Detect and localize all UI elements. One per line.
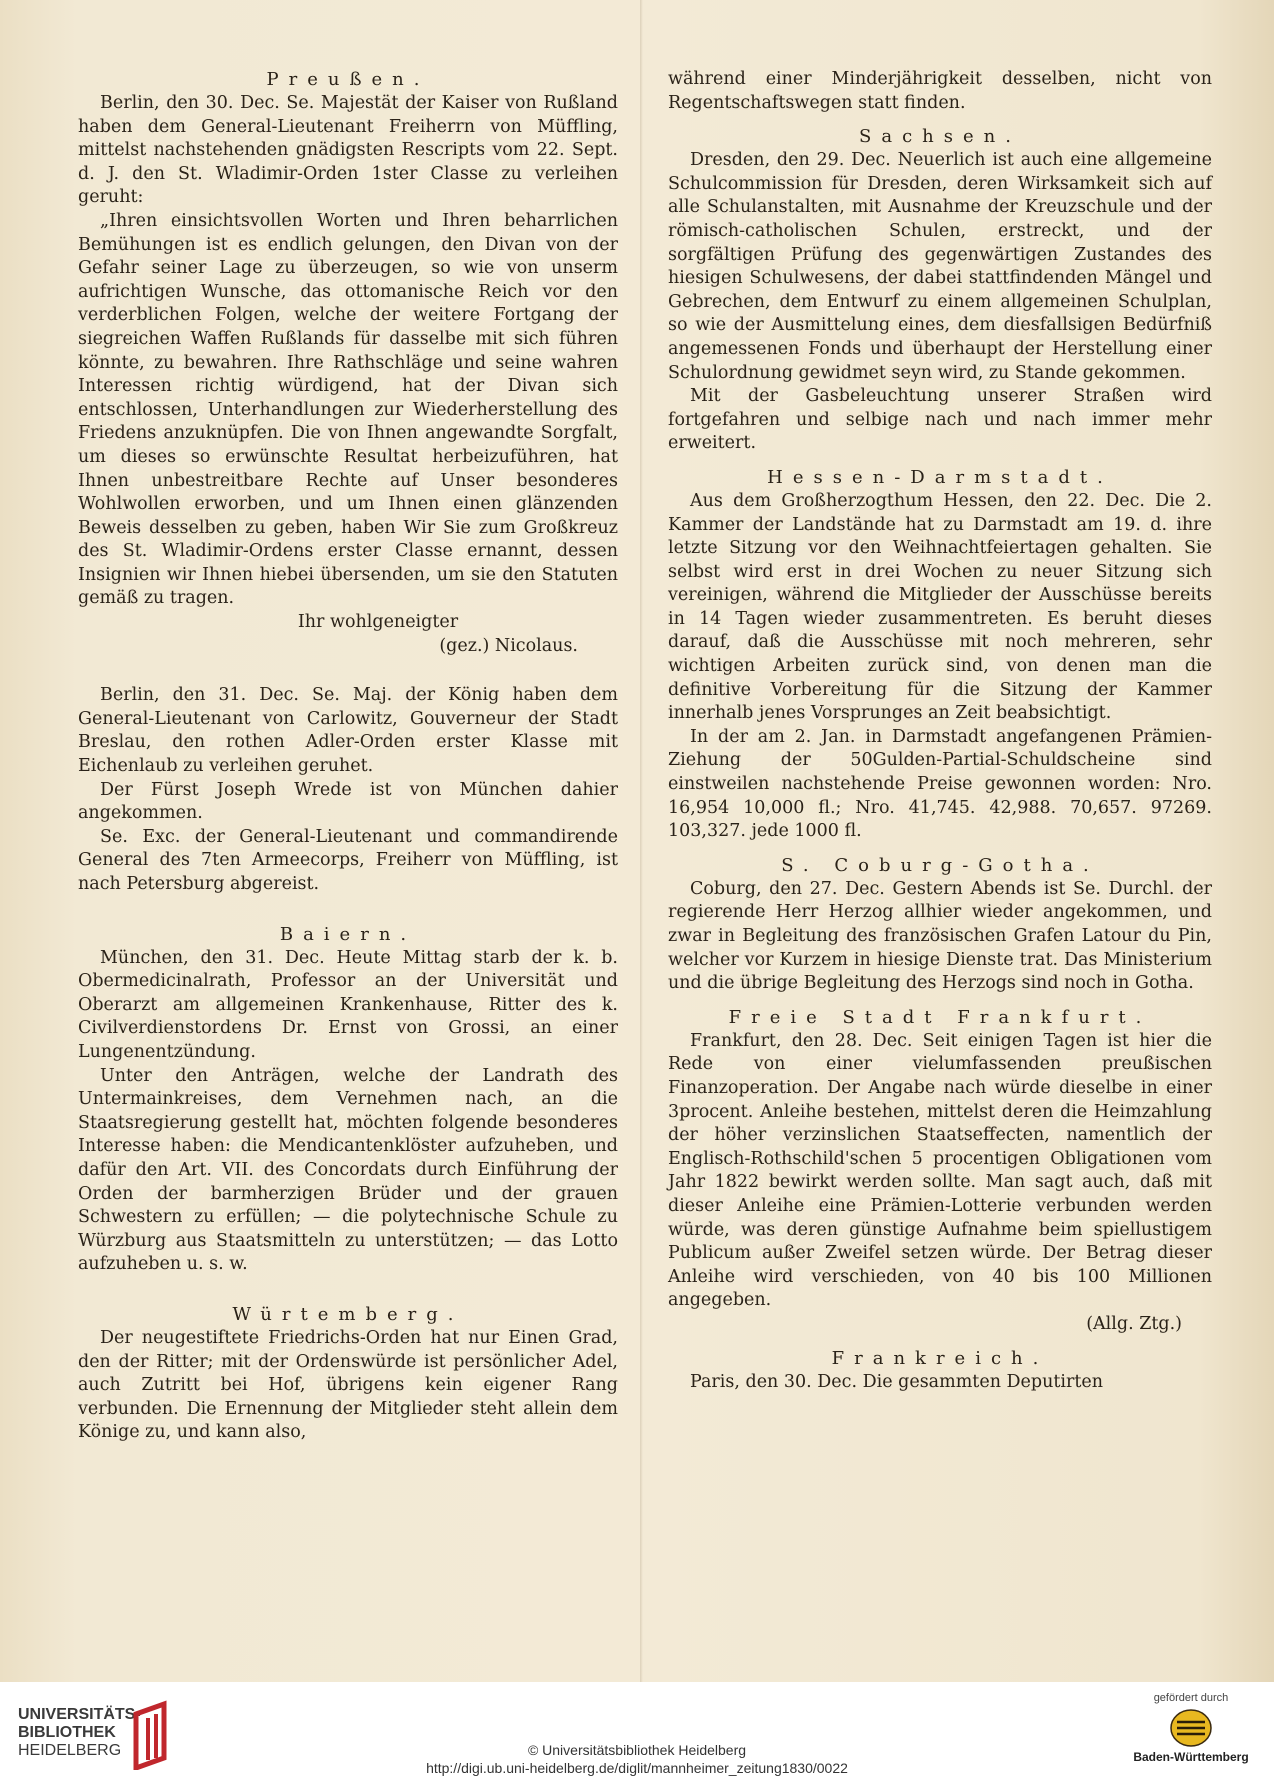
article-gasbeleuchtung: Mit der Gasbeleuchtung unserer Straßen wird fortgefahren und selbige nach und nach immer mehr erweitert. <box>668 386 1212 454</box>
quote-rescript: „Ihren einsichtsvollen Worten und Ihren beharrlichen Bemühungen ist es endlich gelungen, den Divan von der Gefahr seiner Lage zu überzeugen, so wie von unserm aufrichtigen Wunsche, das ottomanische Reich vor den verderblichen Folgen, welche der weitere Fortgang der siegreichen Waffen Rußlands für dasselbe mit sich führen könnte, zu bewahren. Ihre Rathschläge und seine wahren Interessen richtig würdigend, hat der Divan sich entschlossen, Unterhandlungen zur Wiederherstellung des Friedens anzuknüpfen. Die von Ihnen angewandte Sorgfalt, um dieses so erwünschte Resultat herbeizuführen, hat Ihnen unbestreitbare Rechte auf Unser besonderes Wohlwollen erworben, und um Ihnen einen glänzenden Beweis desselben zu geben, haben Wir Sie zum Großkreuz des St. Wladimir-Ordens erster Classe ernannt, dessen Insignien wir Ihnen hiebei übersenden, um sie den Statuten gemäß zu tragen. <box>78 210 618 609</box>
section-heading-wuertemberg: Würtemberg. <box>232 1303 464 1325</box>
article-mueffling: Se. Exc. der General-Lieutenant und commandirende General des 7ten Armeecorps, Freiherr von Müffling, ist nach Petersburg abgereist. <box>78 826 618 894</box>
article-paris: Paris, den 30. Dec. Die gesammten Deputirten <box>690 1371 1104 1392</box>
article-friedrichs-orden: Der neugestiftete Friedrichs-Orden hat nur Einen Grad, den der Ritter; mit der Ordenswürde ist persönlicher Adel, auch Zutritt bei Hof, übrigens kein eigener Rang verbunden. Die Ernennung der Mitglieder steht allein dem Könige zu, und kann also, <box>78 1327 618 1443</box>
section-heading-coburg-gotha: S. Coburg-Gotha. <box>781 854 1099 876</box>
copyright-notice: © Universitätsbibliothek Heidelberg <box>527 1742 747 1758</box>
right-column <box>668 68 1212 1394</box>
article-praemien-ziehung: In der am 2. Jan. in Darmstadt angefangenen Prämien-Ziehung der 50Gulden-Partial-Schuldscheine sind einstweilen nachstehende Preise gewonnen worden: Nro. 16,954 10,000 fl.; Nro. 41,745. 42,988. 70,657. 97269. 103,327. jede 1000 fl. <box>668 726 1212 842</box>
section-heading-hessen-darmstadt: Hessen-Darmstadt. <box>767 466 1113 488</box>
article-frankfurt: Frankfurt, den 28. Dec. Seit einigen Tagen ist hier die Rede von einer vielumfassenden preußischen Finanzoperation. Der Angabe nach würde dieselbe in einer 3procent. Anleihe bestehen, mittelst deren die Heimzahlung der höher verzinslichen Staatseffecten, namentlich der Englisch-Rothschild'schen 5 procentigen Obligationen vom Jahr 1822 bewirkt werden sollte. Man sagt auch, daß mit dieser Anleihe eine Prämien-Lotterie verbunden werden würde, was deren günstige Aufnahme beim spiellustigem Publicum außer Zweifel setzen würde. Der Betrag dieser Anleihe wird verschieden, von 40 bis 100 Millionen angegeben. <box>668 1030 1212 1311</box>
funder-name: Baden-Württemberg <box>1133 1750 1249 1764</box>
section-heading-sachsen: Sachsen. <box>859 126 1021 148</box>
article-hessen-kammer: Aus dem Großherzogthum Hessen, den 22. Dec. Die 2. Kammer der Landstände hat zu Darmstadt am 19. d. ihre letzte Sitzung vor den Weihnachtfeiertagen gehalten. Sie selbst wird erst in drei Wochen zu neuer Sitzung sich vereinigen, während die Mitglieder der Ausschüsse bereits in 14 Tagen wieder zusammentreten. Es beruht dieses darauf, daß die Ausschüsse mit noch mehreren, sehr wichtigen Arbeiten zurück sind, von denen man die definitive Vorbereitung für die Sitzung der Kammer innerhalb jenes Vorsprunges an Zeit beabsichtigt. <box>668 490 1212 724</box>
section-heading-preussen: Preußen. <box>266 69 430 90</box>
page-fold-shadow <box>640 0 643 1682</box>
article-muenchen: München, den 31. Dec. Heute Mittag starb der k. b. Obermedicinalrath, Professor an der Universität und Oberarzt am allgemeinen Krankenhause, Ritter des k. Civilverdienstordens Dr. Ernst von Grossi, an einer Lungenentzündung. <box>78 947 618 1062</box>
article-source: (Allg. Ztg.) <box>1086 1313 1182 1334</box>
article-berlin-31-dec: Berlin, den 31. Dec. Se. Maj. der König haben dem General-Lieutenant von Carlowitz, Gouverneur der Stadt Breslau, den rothen Adler-Orden erster Klasse mit Eichenlaub zu verleihen geruhet. <box>78 685 618 777</box>
library-name: UNIVERSITÄTS- BIBLIOTHEK HEIDELBERG <box>18 1706 141 1759</box>
left-column <box>78 68 618 1445</box>
section-heading-baiern: Baiern. <box>279 923 417 945</box>
article-wrede: Der Fürst Joseph Wrede ist von München dahier angekommen. <box>78 779 618 824</box>
coat-of-arms-icon <box>1169 1708 1213 1748</box>
article-dresden: Dresden, den 29. Dec. Neuerlich ist auch eine allgemeine Schulcommission für Dresden, deren Wirksamkeit sich auf alle Schulanstalten, mit Ausnahme der Kreuzschule und der römisch-catholischen Schulen, erstreckt, und der sorgfältigen Prüfung des gegenwärtigen Zustandes des hiesigen Schulwesens, der dabei stattfindenden Mängel und Gebrechen, dem Entwurf zu einem allgemeinen Schulplan, so wie der Ausmittelung eines, dem diesfallsigen Bedürfniß angemessenen Fonds und überhaupt der Herstellung einer Schulordnung gewidmet seyn wird, zu Stande gekommen. <box>668 150 1212 383</box>
funded-by-label: gefördert durch <box>1153 1692 1229 1704</box>
article-continuation: während einer Minderjährigkeit desselben, nicht von Regentschaftswegen statt finden. <box>668 69 1212 113</box>
signature-name: (gez.) Nicolaus. <box>439 635 578 656</box>
signature-greeting: Ihr wohlgeneigter <box>297 612 459 633</box>
article-landrath: Unter den Anträgen, welche der Landrath des Untermainkreises, dem Vernehmen nach, an die Staatsregierung gestellt hat, möchten folgende besonderes Interesse haben: die Mendicantenklöster aufzuheben, und dafür den Art. VII. des Concordats durch Einführung der Orden der barmherzigen Brüder und der grauen Schwestern zu erfüllen; — die polytechnische Schule zu Würzburg aus Staatsmitteln zu unterstützen; — das Lotto aufzuheben u. s. w. <box>78 1065 618 1275</box>
footer-bar <box>0 1682 1274 1784</box>
permalink-url[interactable]: http://digi.ub.uni-heidelberg.de/diglit/mannheimer_zeitung1830/0022 <box>426 1760 848 1776</box>
funding-badge <box>1126 1692 1256 1764</box>
section-heading-frankreich: Frankreich. <box>831 1347 1049 1369</box>
article-coburg: Coburg, den 27. Dec. Gestern Abends ist Se. Durchl. der regierende Herr Herzog allhier wieder angekommen, und zwar in Begleitung des französischen Grafen Latour du Pin, welcher vor Kurzem in hiesige Dienste trat. Das Ministerium und die übrige Begleitung des Herzogs sind noch in Gotha. <box>668 878 1212 994</box>
article-berlin-30-dec: Berlin, den 30. Dec. Se. Majestät der Kaiser von Rußland haben dem General-Lieutenant Freiherrn von Müffling, mittelst nachstehenden gnädigsten Rescripts vom 22. Sept. d. J. den St. Wladimir-Orden 1ster Classe zu verleihen geruht: <box>78 93 618 208</box>
section-heading-frankfurt: Freie Stadt Frankfurt. <box>728 1006 1152 1028</box>
